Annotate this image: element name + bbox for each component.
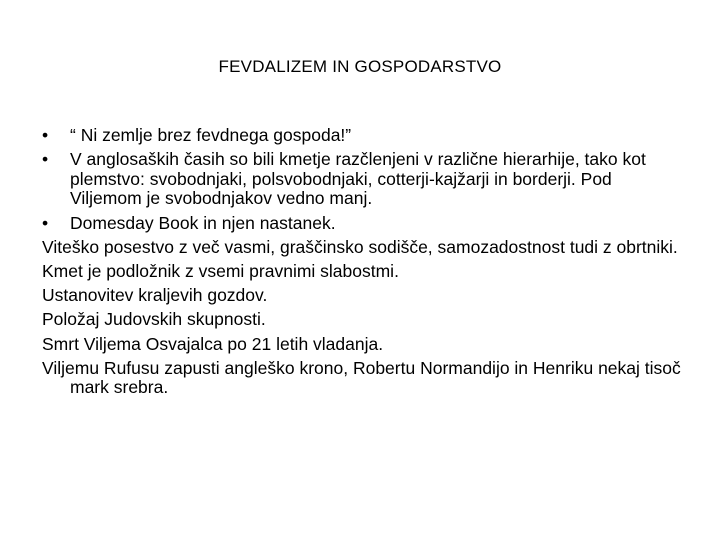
bullet-item [42, 126, 682, 146]
paragraph-list [42, 238, 682, 398]
paragraph: Položaj Judovskih skupnosti. [42, 309, 266, 330]
bullet-icon: • [42, 125, 49, 145]
bullet-text: V anglosaških časih so bili kmetje razčlenjeni v različne hierarhije, tako kot plemstvo: svobodnjaki, polsvobodnjaki, cotterji-kajžarji in borderji. Pod Viljemom je svobodnjakov vedno manj. [70, 149, 646, 209]
slide-title: FEVDALIZEM IN GOSPODARSTVO [218, 57, 502, 76]
paragraph: Smrt Viljema Osvajalca po 21 letih vladanja. [42, 333, 384, 354]
paragraph: Kmet je podložnik z vsemi pravnimi slabostmi. [42, 260, 399, 281]
paragraph: Viteško posestvo z več vasmi, graščinsko sodišče, samozadostnost tudi z obrtniki. [42, 236, 678, 257]
bullet-item [42, 150, 682, 209]
bullet-item [42, 214, 682, 234]
bullet-list [42, 126, 682, 233]
paragraph: Viljemu Rufusu zapusti angleško krono, Robertu Normandijo in Henriku nekaj tisoč mark srebra. [42, 357, 681, 398]
paragraph: Ustanovitev kraljevih gozdov. [42, 285, 268, 306]
bullet-icon: • [42, 212, 49, 233]
slide-body [42, 126, 682, 402]
bullet-text: Domesday Book in njen nastanek. [70, 212, 336, 233]
bullet-icon: • [42, 149, 49, 170]
bullet-text: “ Ni zemlje brez fevdnega gospoda!” [70, 125, 352, 145]
